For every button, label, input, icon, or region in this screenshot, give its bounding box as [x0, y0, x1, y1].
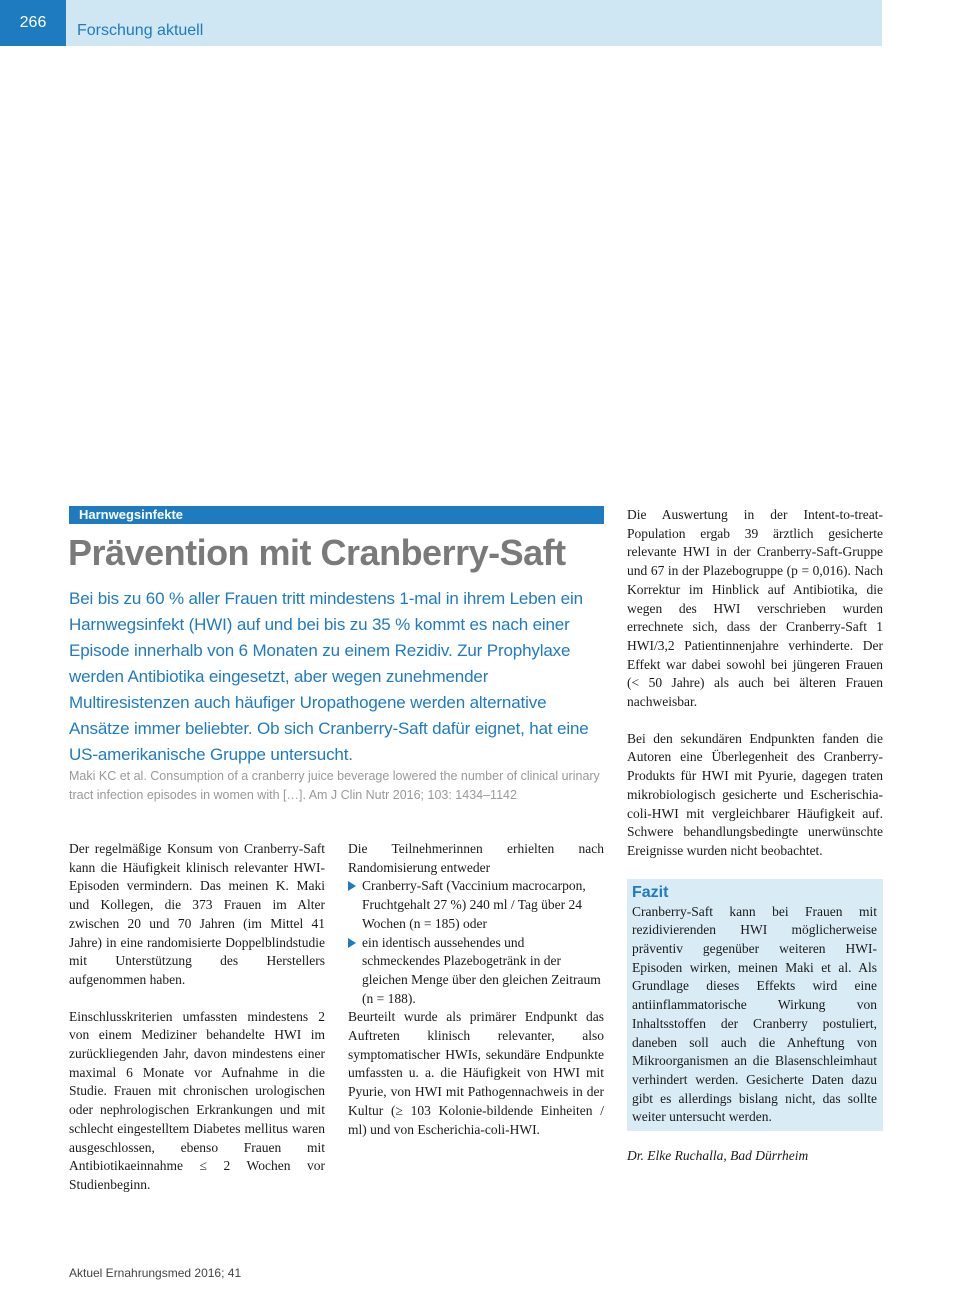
fazit-text: Cranberry-Saft kann bei Frauen mit rezidivierenden HWI möglicherweise präventiv gegenüber weiteren HWI-Episoden wirken, meinen Maki et al. Als Grundlage dieses Effekts wird eine antiinflammatorische Wirkung von Inhaltsstoffen der Cranberry postuliert, daneben soll auch die Anheftung von Mikroorganismen an die Blasenschleimhaut verhindert werden. Gesicherte Daten dazu gibt es allerdings bislang nicht, das sollte weiter untersucht werden.: [632, 903, 877, 1125]
fazit-heading: Fazit: [632, 883, 669, 901]
article-lead: Bei bis zu 60 % aller Frauen tritt mindestens 1-mal in ihrem Leben ein Harnwegsinfekt (HWI) auf und bei bis zu 35 % kommt es nach einer Episode innerhalb von 6 Monaten zu einem Rezidiv. Zur Prophylaxe werden Antibiotika eingesetzt, aber wegen zunehmender Multiresistenzen auch häufiger Uropathogene werden alternative Ansätze immer beliebter. Ob sich Cranberry-Saft dafür eignet, hat eine US-amerikanische Gruppe untersucht.: [69, 589, 589, 764]
section-title: Forschung aktuell: [77, 22, 204, 39]
column-3: [627, 506, 883, 1166]
paragraph: Beurteilt wurde als primärer Endpunkt das Auftreten klinisch relevanter, also symptomatischer HWIs, sekundäre Endpunkte umfassten u. a. die Häufigkeit von HWI mit Pyurie, von HWI mit Pathogennachweis in der Kultur (≥ 103 Kolonie-bildende Einheiten / ml) und von Escherichia-coli-HWI.: [348, 1009, 604, 1137]
author-line: Dr. Elke Ruchalla, Bad Dürrheim: [627, 1148, 809, 1164]
triangle-bullet-icon: [348, 881, 356, 891]
column-2: [348, 840, 604, 1139]
list-item-text: Cranberry-Saft (Vaccinium macrocarpon, Fruchtgehalt 27 %) 240 ml / Tag über 24 Wochen (n = 185) oder: [362, 878, 586, 931]
article-citation: Maki KC et al. Consumption of a cranberry juice beverage lowered the number of clinical urinary tract infection episodes in women with […]. Am J Clin Nutr 2016; 103: 1434–1142: [69, 769, 600, 802]
list-item-text: ein identisch aussehendes und schmeckendes Plazebogetränk in der gleichen Menge über den gleichen Zeitraum (n = 188).: [362, 934, 601, 1006]
column-1: [69, 840, 325, 1195]
fazit-box: [627, 879, 883, 1131]
paragraph: Die Auswertung in der Intent-to-treat-Population ergab 39 ärztlich gesicherte relevante HWI in der Cranberry-Saft-Gruppe und 67 in der Plazebogruppe (p = 0,016). Nach Korrektur im Hinblick auf Antibiotika, die wegen des HWI verschrieben wurden errechnete sich, dass der Cranberry-Saft 1 HWI/3,2 Patientinnenjahre verhinderte. Der Effekt war dabei sowohl bei jüngeren Frauen (< 50 Jahre) als auch bei älteren Frauen nachweisbar.: [627, 507, 883, 710]
list-item: [348, 877, 604, 933]
page-number: 266: [0, 0, 66, 46]
paragraph: Die Teilnehmerinnen erhielten nach Randomisierung entweder: [348, 841, 604, 875]
paragraph: Der regelmäßige Konsum von Cranberry-Saft kann die Häufigkeit klinisch relevanter HWI-Episoden vermindern. Das meinen K. Maki und Kollegen, die 373 Frauen im Alter zwischen 20 und 70 Jahren (im Mittel 41 Jahre) in eine randomisierte Doppelblindstudie mit Unterstützung des Herstellers aufgenommen haben.: [69, 841, 325, 987]
paragraph: Bei den sekundären Endpunkten fanden die Autoren eine Überlegenheit des Cranberry-Produkts für HWI mit Pyurie, dagegen traten mikrobiologisch gesicherte und Escherischia-coli-HWI mit vergleichbarer Häufigkeit auf. Schwere behandlungsbedingte unerwünschte Ereignisse wurden nicht beobachtet.: [627, 730, 883, 858]
list-item: [348, 934, 604, 1009]
paragraph: Einschlusskriterien umfassten mindestens 2 von einem Mediziner behandelte HWI im zurückliegenden Jahr, davon mindestens einer maximal 6 Monate vor Aufnahme in die Studie. Frauen mit chronischen urologischen oder nephrologischen Erkrankungen und mit schlecht eingestelltem Diabetes mellitus waren ausgeschlossen, ebenso Frauen mit Antibiotikaeinnahme ≤ 2 Wochen vor Studienbeginn.: [69, 1008, 325, 1192]
rubric-label: Harnwegsinfekte: [69, 506, 604, 524]
journal-footer: Aktuel Ernahrungsmed 2016; 41: [69, 1266, 242, 1280]
bullet-list: [348, 877, 604, 1008]
triangle-bullet-icon: [348, 938, 356, 948]
article-title: Prävention mit Cranberry-Saft: [68, 532, 566, 573]
